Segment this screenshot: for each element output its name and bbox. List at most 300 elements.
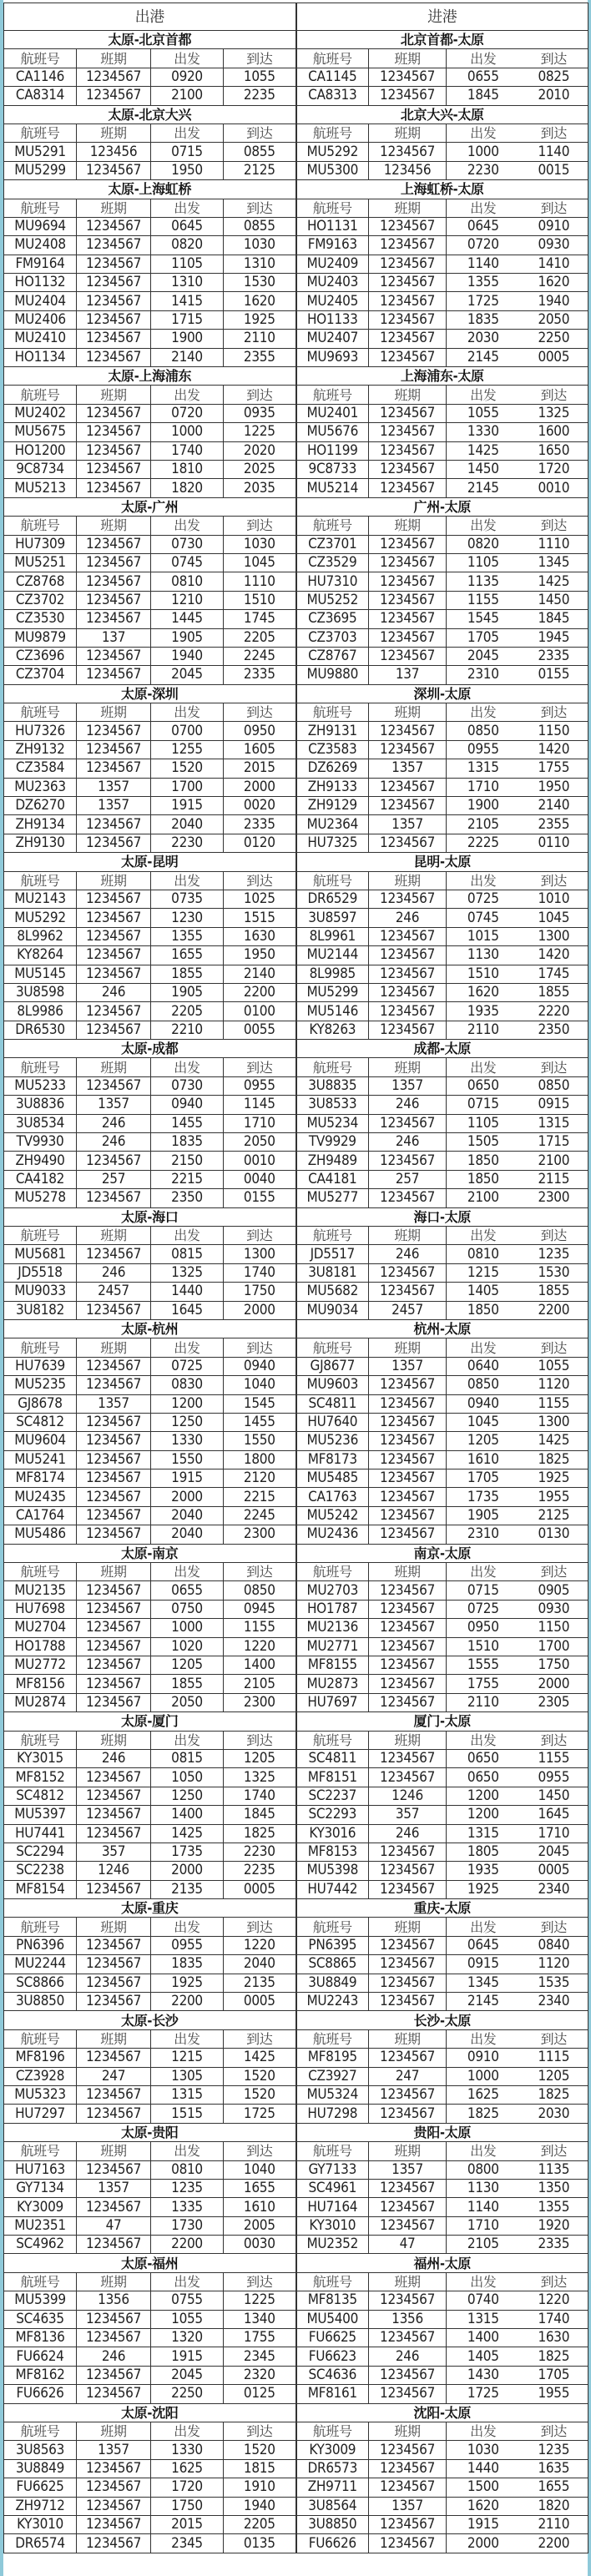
- inbound-schedule: 1234567: [369, 2459, 447, 2478]
- column-header-arrive: 到达: [520, 386, 588, 404]
- outbound-arrive: 1205: [224, 1749, 296, 1767]
- column-header-arrive: 到达: [224, 124, 296, 142]
- column-header-schedule: 班期: [369, 2272, 447, 2291]
- outbound-depart: 1715: [151, 310, 224, 329]
- inbound-flight-no: TV9929: [296, 1133, 369, 1152]
- inbound-schedule: 1356: [369, 2310, 447, 2328]
- column-header-depart: 出发: [447, 1227, 520, 1245]
- inbound-arrive: 1535: [520, 1974, 588, 1992]
- column-header-arrive: 到达: [224, 2142, 296, 2160]
- outbound-arrive: 2205: [224, 628, 296, 647]
- inbound-schedule: 1234567: [369, 2179, 447, 2197]
- inbound-schedule: 1234567: [369, 1936, 447, 1954]
- inbound-arrive: 1620: [520, 274, 588, 292]
- outbound-arrive: 1745: [224, 610, 296, 628]
- column-header-depart: 出发: [151, 1563, 224, 1581]
- inbound-schedule: 1234567: [369, 255, 447, 273]
- outbound-flight-no: CA1146: [4, 68, 77, 86]
- outbound-arrive: 1400: [224, 1656, 296, 1674]
- inbound-header: 进港: [296, 3, 588, 31]
- outbound-flight-no: SC4962: [4, 2236, 77, 2254]
- inbound-depart: 0850: [447, 1376, 520, 1394]
- outbound-flight-no: HU7639: [4, 1357, 77, 1375]
- inbound-flight-no: SC4811: [296, 1394, 369, 1413]
- inbound-depart: 2310: [447, 666, 520, 684]
- inbound-depart: 2310: [447, 1525, 520, 1544]
- outbound-flight-no: 9C8734: [4, 460, 77, 478]
- outbound-arrive: 0055: [224, 1021, 296, 1039]
- inbound-flight-no: ZH9133: [296, 778, 369, 796]
- column-header-depart: 出发: [447, 199, 520, 217]
- inbound-arrive: 0825: [520, 68, 588, 86]
- outbound-flight-no: MU5233: [4, 1076, 77, 1095]
- outbound-arrive: 1110: [224, 572, 296, 591]
- inbound-flight-no: HU7442: [296, 1880, 369, 1898]
- inbound-flight-no: MU2771: [296, 1637, 369, 1656]
- inbound-schedule: 1234567: [369, 1880, 447, 1898]
- inbound-arrive: 1220: [520, 2291, 588, 2310]
- column-header-row: [4, 1058, 588, 1076]
- outbound-depart: 1105: [151, 255, 224, 273]
- inbound-flight-no: MU2401: [296, 404, 369, 422]
- outbound-schedule: 1234567: [77, 2236, 151, 2254]
- outbound-arrive: 1605: [224, 740, 296, 759]
- outbound-depart: 2230: [151, 834, 224, 852]
- outbound-route-title: 太原-北京大兴: [4, 105, 296, 124]
- flight-row: [4, 2441, 588, 2459]
- inbound-flight-no: 3U8835: [296, 1076, 369, 1095]
- outbound-schedule: 1357: [77, 778, 151, 796]
- inbound-route-title: 杭州-太原: [296, 1319, 588, 1338]
- flight-row: [4, 927, 588, 945]
- outbound-schedule: 1234567: [77, 292, 151, 310]
- outbound-depart: 2040: [151, 1506, 224, 1525]
- outbound-flight-no: 8L9962: [4, 927, 77, 945]
- inbound-schedule: 1234567: [369, 1693, 447, 1711]
- column-header-arrive: 到达: [224, 2422, 296, 2441]
- route-title-row: [4, 1899, 588, 1918]
- outbound-depart: 2205: [151, 1002, 224, 1021]
- inbound-schedule: 1357: [369, 1076, 447, 1095]
- column-header-flight-no: 航班号: [296, 1338, 369, 1357]
- inbound-depart: 0650: [447, 1749, 520, 1767]
- outbound-depart: 1250: [151, 1787, 224, 1805]
- inbound-schedule: 1234567: [369, 441, 447, 460]
- outbound-depart: 1455: [151, 1114, 224, 1132]
- inbound-arrive: 1420: [520, 946, 588, 965]
- outbound-flight-no: MU5145: [4, 965, 77, 983]
- outbound-arrive: 1520: [224, 2441, 296, 2459]
- outbound-depart: 1835: [151, 1133, 224, 1152]
- outbound-schedule: 1234567: [77, 310, 151, 329]
- inbound-schedule: 1234567: [369, 722, 447, 740]
- outbound-depart: 1210: [151, 591, 224, 609]
- outbound-flight-no: MU2404: [4, 292, 77, 310]
- outbound-flight-no: DR6574: [4, 2534, 77, 2553]
- outbound-arrive: 2025: [224, 460, 296, 478]
- inbound-arrive: 1120: [520, 1376, 588, 1394]
- outbound-flight-no: MU2402: [4, 404, 77, 422]
- inbound-arrive: 1135: [520, 2160, 588, 2179]
- flight-row: [4, 815, 588, 834]
- flight-row: [4, 404, 588, 422]
- column-header-schedule: 班期: [77, 1227, 151, 1245]
- inbound-arrive: 1855: [520, 1283, 588, 1301]
- outbound-flight-no: MU2351: [4, 2216, 77, 2235]
- inbound-schedule: 246: [369, 1824, 447, 1843]
- outbound-schedule: 123456: [77, 143, 151, 161]
- outbound-schedule: 1234567: [77, 255, 151, 273]
- inbound-flight-no: HU7164: [296, 2198, 369, 2216]
- outbound-arrive: 1220: [224, 1637, 296, 1656]
- inbound-route-title: 成都-太原: [296, 1040, 588, 1058]
- outbound-schedule: 1357: [77, 2179, 151, 2197]
- outbound-flight-no: MU5486: [4, 1525, 77, 1544]
- column-header-schedule: 班期: [77, 1918, 151, 1936]
- outbound-depart: 1440: [151, 1283, 224, 1301]
- inbound-arrive: 1740: [520, 2310, 588, 2328]
- flight-row: [4, 1469, 588, 1488]
- outbound-arrive: 1325: [224, 1768, 296, 1787]
- outbound-flight-no: MU5681: [4, 1245, 77, 1263]
- outbound-schedule: 1234567: [77, 2385, 151, 2403]
- column-header-arrive: 到达: [520, 1918, 588, 1936]
- outbound-schedule: 247: [77, 2067, 151, 2085]
- column-header-depart: 出发: [151, 703, 224, 722]
- inbound-depart: 1130: [447, 2179, 520, 2197]
- column-header-schedule: 班期: [369, 1227, 447, 1245]
- inbound-flight-no: MU5398: [296, 1862, 369, 1880]
- outbound-depart: 1950: [151, 161, 224, 179]
- inbound-flight-no: PN6395: [296, 1936, 369, 1954]
- outbound-depart: 0955: [151, 1936, 224, 1954]
- outbound-arrive: 1940: [224, 2497, 296, 2515]
- inbound-schedule: 257: [369, 1170, 447, 1188]
- inbound-flight-no: MU5485: [296, 1469, 369, 1488]
- column-header-flight-no: 航班号: [4, 49, 77, 68]
- outbound-depart: 1230: [151, 909, 224, 927]
- inbound-arrive: 1450: [520, 1787, 588, 1805]
- inbound-flight-no: 3U8533: [296, 1096, 369, 1114]
- outbound-arrive: 2005: [224, 2216, 296, 2235]
- flight-row: [4, 2347, 588, 2366]
- flight-row: [4, 1619, 588, 1637]
- outbound-depart: 0750: [151, 1600, 224, 1618]
- inbound-flight-no: 3U8849: [296, 1974, 369, 1992]
- flight-row: [4, 553, 588, 572]
- inbound-depart: 1705: [447, 628, 520, 647]
- inbound-flight-no: 3U8181: [296, 1263, 369, 1282]
- column-header-row: [4, 703, 588, 722]
- outbound-schedule: 1234567: [77, 2198, 151, 2216]
- outbound-schedule: 1234567: [77, 1581, 151, 1600]
- inbound-arrive: 1235: [520, 2441, 588, 2459]
- inbound-arrive: 0850: [520, 1076, 588, 1095]
- outbound-schedule: 1234567: [77, 1600, 151, 1618]
- column-header-flight-no: 航班号: [4, 386, 77, 404]
- inbound-schedule: 1234567: [369, 87, 447, 105]
- inbound-depart: 1710: [447, 778, 520, 796]
- outbound-arrive: 1815: [224, 2459, 296, 2478]
- column-header-depart: 出发: [447, 2029, 520, 2048]
- inbound-depart: 0725: [447, 890, 520, 908]
- inbound-flight-no: MU9603: [296, 1376, 369, 1394]
- column-header-arrive: 到达: [224, 2272, 296, 2291]
- inbound-flight-no: MU5682: [296, 1283, 369, 1301]
- inbound-flight-no: 9C8733: [296, 460, 369, 478]
- outbound-schedule: 1234567: [77, 274, 151, 292]
- outbound-depart: 2140: [151, 348, 224, 366]
- inbound-arrive: 2340: [520, 1993, 588, 2011]
- outbound-depart: 0815: [151, 1245, 224, 1263]
- outbound-arrive: 1545: [224, 1394, 296, 1413]
- inbound-schedule: 1234567: [369, 1376, 447, 1394]
- flight-row: [4, 1880, 588, 1898]
- inbound-depart: 1425: [447, 441, 520, 460]
- column-header-depart: 出发: [151, 2142, 224, 2160]
- inbound-schedule: 1234567: [369, 1413, 447, 1431]
- inbound-schedule: 1234567: [369, 2385, 447, 2403]
- outbound-arrive: 2135: [224, 1974, 296, 1992]
- inbound-flight-no: ZH9711: [296, 2478, 369, 2497]
- flight-row: [4, 1283, 588, 1301]
- inbound-flight-no: FM9163: [296, 236, 369, 255]
- column-header-flight-no: 航班号: [296, 2142, 369, 2160]
- flight-row: [4, 2236, 588, 2254]
- inbound-depart: 0740: [447, 2291, 520, 2310]
- inbound-arrive: 1925: [520, 1469, 588, 1488]
- inbound-depart: 1900: [447, 797, 520, 815]
- inbound-route-title: 北京首都-太原: [296, 31, 588, 49]
- column-header-flight-no: 航班号: [4, 124, 77, 142]
- inbound-depart: 1620: [447, 2497, 520, 2515]
- column-header-depart: 出发: [447, 1918, 520, 1936]
- column-header-flight-no: 航班号: [296, 1918, 369, 1936]
- column-header-arrive: 到达: [224, 386, 296, 404]
- flight-row: [4, 1749, 588, 1767]
- flight-row: [4, 1413, 588, 1431]
- column-header-schedule: 班期: [77, 386, 151, 404]
- inbound-schedule: 1234567: [369, 2049, 447, 2067]
- inbound-schedule: 1234567: [369, 2105, 447, 2123]
- outbound-arrive: 1520: [224, 2085, 296, 2104]
- inbound-schedule: 1234567: [369, 965, 447, 983]
- outbound-schedule: 1234567: [77, 591, 151, 609]
- flight-row: [4, 1189, 588, 1207]
- inbound-arrive: 2125: [520, 1506, 588, 1525]
- outbound-depart: 1305: [151, 2067, 224, 2085]
- inbound-depart: 2100: [447, 1189, 520, 1207]
- column-header-flight-no: 航班号: [4, 2422, 77, 2441]
- outbound-arrive: 1740: [224, 1263, 296, 1282]
- outbound-arrive: 1925: [224, 310, 296, 329]
- flight-row: [4, 1581, 588, 1600]
- inbound-schedule: 246: [369, 1096, 447, 1114]
- inbound-flight-no: MU2144: [296, 946, 369, 965]
- flight-row: [4, 2291, 588, 2310]
- inbound-depart: 1835: [447, 310, 520, 329]
- column-header-depart: 出发: [151, 517, 224, 535]
- outbound-arrive: 0040: [224, 1170, 296, 1188]
- outbound-depart: 1855: [151, 1675, 224, 1693]
- inbound-route-title: 南京-太原: [296, 1544, 588, 1562]
- inbound-schedule: 1234567: [369, 274, 447, 292]
- inbound-arrive: 1110: [520, 535, 588, 553]
- outbound-arrive: 1710: [224, 1114, 296, 1132]
- outbound-schedule: 1234567: [77, 2366, 151, 2384]
- outbound-flight-no: ZH9130: [4, 834, 77, 852]
- inbound-route-title: 重庆-太原: [296, 1899, 588, 1918]
- column-header-depart: 出发: [447, 871, 520, 890]
- column-header-flight-no: 航班号: [4, 517, 77, 535]
- outbound-flight-no: CA8314: [4, 87, 77, 105]
- outbound-route-title: 太原-南京: [4, 1544, 296, 1562]
- inbound-flight-no: SC4636: [296, 2366, 369, 2384]
- outbound-depart: 1655: [151, 946, 224, 965]
- outbound-schedule: 1234567: [77, 1525, 151, 1544]
- inbound-depart: 1030: [447, 2441, 520, 2459]
- outbound-flight-no: CZ3584: [4, 759, 77, 778]
- outbound-flight-no: MU2874: [4, 1693, 77, 1711]
- outbound-depart: 2045: [151, 2366, 224, 2384]
- flight-row: [4, 143, 588, 161]
- column-header-depart: 出发: [447, 1058, 520, 1076]
- outbound-flight-no: MU5213: [4, 479, 77, 497]
- inbound-flight-no: MU2409: [296, 255, 369, 273]
- outbound-depart: 1205: [151, 1656, 224, 1674]
- outbound-arrive: 1750: [224, 1283, 296, 1301]
- inbound-arrive: 1450: [520, 591, 588, 609]
- outbound-route-title: 太原-上海虹桥: [4, 180, 296, 199]
- column-header-arrive: 到达: [224, 49, 296, 68]
- outbound-flight-no: FU6626: [4, 2385, 77, 2403]
- flight-row: [4, 1862, 588, 1880]
- inbound-schedule: 1357: [369, 2160, 447, 2179]
- outbound-schedule: 1234567: [77, 2049, 151, 2067]
- outbound-route-title: 太原-海口: [4, 1207, 296, 1226]
- inbound-schedule: 1234567: [369, 1974, 447, 1992]
- inbound-arrive: 2335: [520, 2236, 588, 2254]
- flight-row: [4, 1114, 588, 1132]
- outbound-schedule: 1234567: [77, 890, 151, 908]
- inbound-schedule: 1234567: [369, 2291, 447, 2310]
- inbound-schedule: 1234567: [369, 292, 447, 310]
- outbound-flight-no: MU2244: [4, 1955, 77, 1974]
- outbound-flight-no: HO1788: [4, 1637, 77, 1656]
- column-header-flight-no: 航班号: [296, 49, 369, 68]
- inbound-depart: 1845: [447, 87, 520, 105]
- flight-row: [4, 2067, 588, 2085]
- column-header-row: [4, 2029, 588, 2048]
- flight-row: [4, 1843, 588, 1861]
- inbound-depart: 0940: [447, 1394, 520, 1413]
- inbound-arrive: 0015: [520, 161, 588, 179]
- inbound-arrive: 0915: [520, 1096, 588, 1114]
- outbound-route-title: 太原-成都: [4, 1040, 296, 1058]
- outbound-flight-no: HU7309: [4, 535, 77, 553]
- outbound-flight-no: FM9164: [4, 255, 77, 273]
- outbound-arrive: 1655: [224, 2179, 296, 2197]
- outbound-schedule: 1234567: [77, 1936, 151, 1954]
- outbound-arrive: 2050: [224, 1133, 296, 1152]
- inbound-flight-no: MF8151: [296, 1768, 369, 1787]
- outbound-arrive: 1755: [224, 2329, 296, 2347]
- inbound-flight-no: SC4961: [296, 2179, 369, 2197]
- outbound-route-title: 太原-贵阳: [4, 2123, 296, 2141]
- outbound-arrive: 1550: [224, 1432, 296, 1450]
- inbound-schedule: 1234567: [369, 1768, 447, 1787]
- outbound-flight-no: MU2704: [4, 1619, 77, 1637]
- inbound-depart: 1735: [447, 1488, 520, 1506]
- inbound-depart: 0910: [447, 2049, 520, 2067]
- inbound-schedule: 1234567: [369, 2366, 447, 2384]
- outbound-schedule: 1234567: [77, 1619, 151, 1637]
- column-header-flight-no: 航班号: [4, 2142, 77, 2160]
- outbound-schedule: 1234567: [77, 1413, 151, 1431]
- inbound-depart: 1315: [447, 1824, 520, 1843]
- inbound-flight-no: HO1133: [296, 310, 369, 329]
- inbound-schedule: 1234567: [369, 479, 447, 497]
- inbound-schedule: 2457: [369, 1301, 447, 1319]
- flight-row: [4, 1693, 588, 1711]
- outbound-depart: 1550: [151, 1450, 224, 1469]
- outbound-arrive: 1740: [224, 1787, 296, 1805]
- outbound-schedule: 1234567: [77, 2329, 151, 2347]
- inbound-depart: 1450: [447, 460, 520, 478]
- inbound-schedule: 357: [369, 1806, 447, 1824]
- outbound-flight-no: CZ3702: [4, 591, 77, 609]
- inbound-schedule: 1234567: [369, 740, 447, 759]
- outbound-arrive: 2015: [224, 759, 296, 778]
- flight-row: [4, 2385, 588, 2403]
- outbound-route-title: 太原-厦门: [4, 1712, 296, 1731]
- route-title-row: [4, 2123, 588, 2141]
- inbound-schedule: 1234567: [369, 1488, 447, 1506]
- inbound-flight-no: HO1787: [296, 1600, 369, 1618]
- inbound-arrive: 0155: [520, 666, 588, 684]
- outbound-flight-no: HU7297: [4, 2105, 77, 2123]
- inbound-schedule: 1234567: [369, 535, 447, 553]
- flight-row: [4, 2085, 588, 2104]
- outbound-schedule: 1234567: [77, 553, 151, 572]
- inbound-depart: 1625: [447, 2085, 520, 2104]
- inbound-depart: 2105: [447, 2236, 520, 2254]
- column-header-depart: 出发: [447, 2272, 520, 2291]
- inbound-depart: 2145: [447, 1993, 520, 2011]
- inbound-depart: 0950: [447, 1619, 520, 1637]
- inbound-flight-no: MU9880: [296, 666, 369, 684]
- outbound-schedule: 1234567: [77, 1693, 151, 1711]
- outbound-depart: 1810: [151, 460, 224, 478]
- inbound-schedule: 1234567: [369, 1152, 447, 1170]
- inbound-arrive: 0110: [520, 834, 588, 852]
- outbound-route-title: 太原-北京首都: [4, 31, 296, 49]
- inbound-arrive: 0910: [520, 217, 588, 235]
- inbound-arrive: 1955: [520, 2385, 588, 2403]
- outbound-flight-no: SC8866: [4, 1974, 77, 1992]
- column-header-flight-no: 航班号: [296, 1563, 369, 1581]
- flight-row: [4, 946, 588, 965]
- outbound-arrive: 0955: [224, 1076, 296, 1095]
- inbound-schedule: 1357: [369, 2497, 447, 2515]
- inbound-arrive: 1155: [520, 1394, 588, 1413]
- flight-row: [4, 2366, 588, 2384]
- flight-row: [4, 1002, 588, 1021]
- inbound-schedule: 1234567: [369, 1619, 447, 1637]
- inbound-flight-no: CZ3701: [296, 535, 369, 553]
- outbound-flight-no: HO1134: [4, 348, 77, 366]
- flight-row: [4, 2534, 588, 2553]
